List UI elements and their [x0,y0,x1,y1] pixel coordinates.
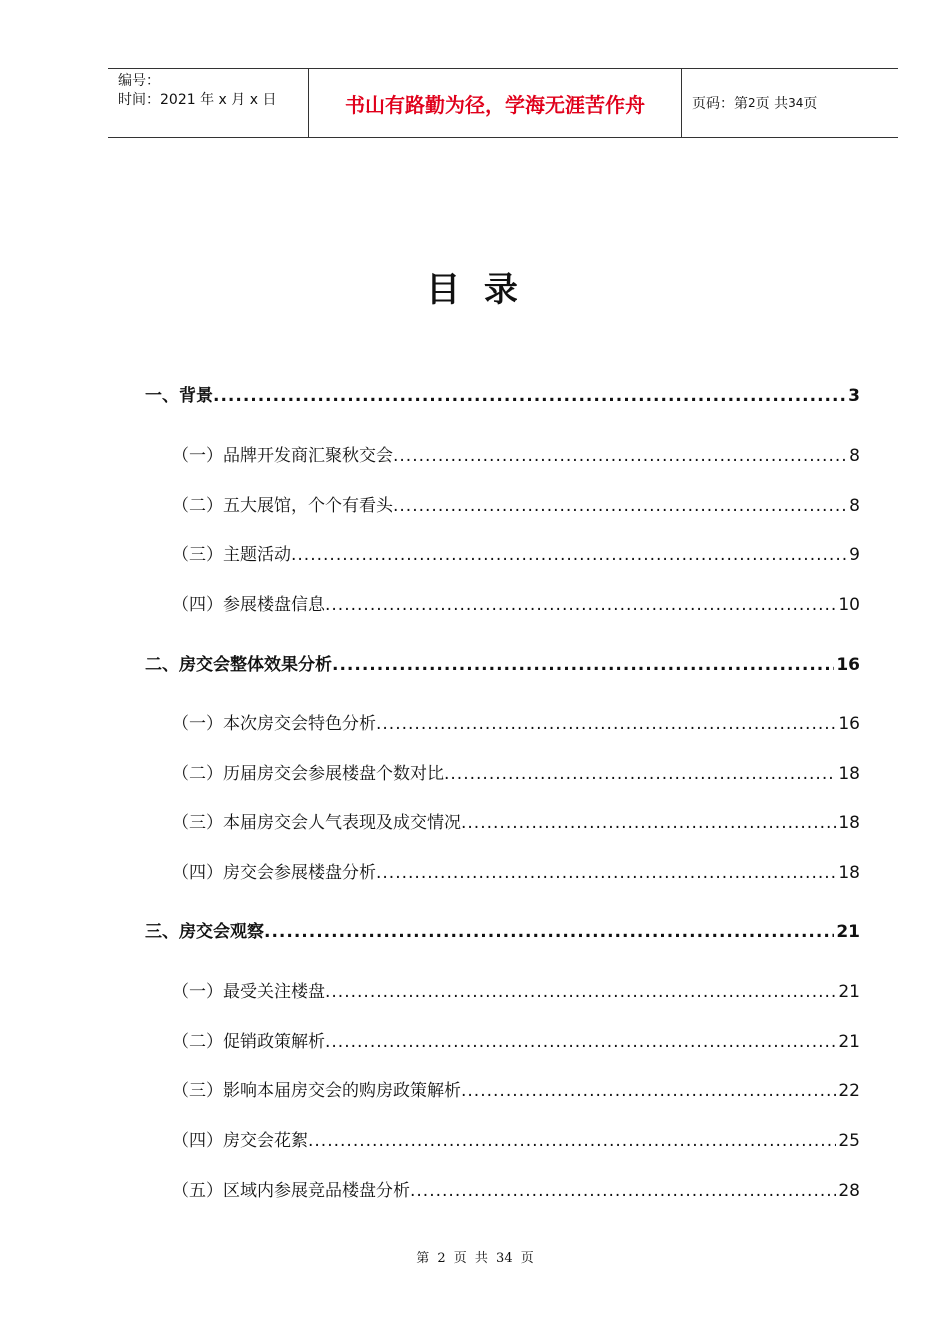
toc-leader-dots [376,863,836,883]
toc-entry-label: （三）本届房交会人气表现及成交情况 [172,813,461,833]
header-page-current: 2 [748,96,756,110]
toc-entry-label: （三）主题活动 [172,545,291,565]
toc-leader-dots [325,1032,836,1052]
toc-entry-page: 8 [849,496,860,516]
toc-leader-dots [461,1081,836,1101]
toc-entry-label: （四）房交会参展楼盘分析 [172,863,376,883]
toc-entry[interactable] [145,381,860,406]
toc-entry-page: 18 [838,863,860,883]
toc-entry[interactable] [172,540,860,565]
toc-entry-page: 8 [849,446,860,466]
toc-entry-page: 21 [838,1032,860,1052]
toc-entry[interactable] [172,1176,860,1201]
toc-entry-label: （二）五大展馆，个个有看头 [172,496,393,516]
page-footer: 第 2 页 共 34 页 [416,1251,534,1266]
toc-entry-label: （二）历届房交会参展楼盘个数对比 [172,764,444,784]
toc-entry[interactable] [145,650,860,675]
header-page-suffix: 页 [803,96,818,112]
header-page-total: 34 [788,96,804,110]
toc-entry-page: 22 [838,1081,860,1101]
toc-entry-label: （五）区域内参展竞品楼盘分析 [172,1181,410,1201]
toc-entry[interactable] [172,858,860,883]
toc-entry-page: 28 [838,1181,860,1201]
toc-leader-dots [444,764,836,784]
toc-leader-dots [461,813,836,833]
toc-entry-page: 16 [836,655,860,675]
toc-entry[interactable] [172,491,860,516]
toc-entry[interactable] [172,1076,860,1101]
toc-entry[interactable] [172,590,860,615]
toc-entry-label: （一）品牌开发商汇聚秋交会 [172,446,393,466]
toc-entry-page: 18 [838,764,860,784]
toc-entry[interactable] [172,808,860,833]
toc-entry-label: （四）参展楼盘信息 [172,595,325,615]
toc-entry-label: （一）本次房交会特色分析 [172,714,376,734]
toc-leader-dots [308,1131,836,1151]
toc-entry-label: （四）房交会花絮 [172,1131,308,1151]
toc-leader-dots [376,714,836,734]
header-page-info [682,69,898,137]
toc-entry[interactable] [172,1027,860,1052]
toc-entry-label: 三、房交会观察 [145,922,264,942]
toc-entry-label: （一）最受关注楼盘 [172,982,325,1002]
page-title: 目 录 [426,270,524,310]
toc-leader-dots [325,595,836,615]
toc-leader-dots [325,982,836,1002]
toc-leader-dots [332,655,834,675]
toc-leader-dots [264,922,834,942]
toc-entry-page: 21 [838,982,860,1002]
toc-entry-label: （三）影响本届房交会的购房政策解析 [172,1081,461,1101]
toc-leader-dots [213,386,846,406]
header-time-label: 时间：2021 年 x 月 x 日 [118,92,277,108]
toc-entry-label: 一、背景 [145,386,213,406]
toc-leader-dots [410,1181,836,1201]
toc-leader-dots [393,496,847,516]
header-number-label: 编号： [118,73,160,89]
toc-entry-label: （二）促销政策解析 [172,1032,325,1052]
toc-entry[interactable] [172,1126,860,1151]
header-page-mid: 页 共 [755,96,789,112]
toc-entry-page: 21 [836,922,860,942]
toc-entry[interactable] [172,759,860,784]
page-header [108,68,898,138]
toc-entry-label: 二、房交会整体效果分析 [145,655,332,675]
toc-entry-page: 9 [849,545,860,565]
toc-entry[interactable] [172,977,860,1002]
toc-entry[interactable] [172,709,860,734]
toc-leader-dots [291,545,847,565]
toc-entry-page: 18 [838,813,860,833]
header-motto: 书山有路勤为径，学海无涯苦作舟 [309,69,682,137]
toc-leader-dots [393,446,847,466]
toc-entry-page: 10 [838,595,860,615]
toc-entry-page: 25 [838,1131,860,1151]
header-meta [108,69,309,137]
toc-entry[interactable] [172,441,860,466]
toc-entry-page: 3 [848,386,860,406]
header-page-prefix: 页码：第 [692,96,748,112]
toc-entry[interactable] [145,917,860,942]
toc-entry-page: 16 [838,714,860,734]
